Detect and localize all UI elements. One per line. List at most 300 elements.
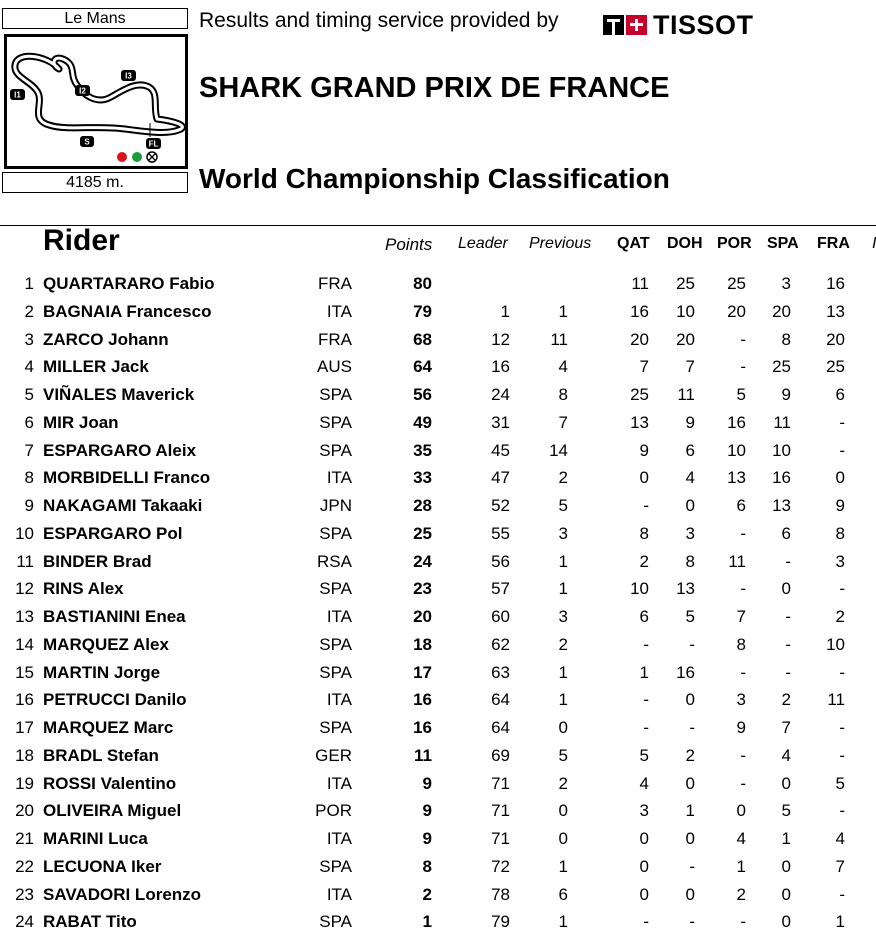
gap-to-leader: 63	[491, 662, 510, 682]
rider-position: 11	[16, 551, 34, 571]
table-row	[0, 881, 876, 909]
gap-to-leader: 52	[491, 496, 510, 515]
rider-name: NAKAGAMI Takaaki	[43, 496, 203, 515]
rider-nation: ITA	[326, 301, 352, 321]
table-row	[0, 659, 876, 687]
gap-to-previous: 2	[558, 773, 568, 793]
race-qat-points: 0	[639, 829, 649, 848]
race-fra-points: -	[839, 440, 845, 460]
race-qat-points: 6	[639, 607, 649, 626]
gap-to-leader: 55	[491, 523, 510, 543]
race-qat-points: 13	[630, 412, 649, 432]
table-row	[0, 381, 876, 409]
column-header-previous: Previous	[529, 235, 592, 252]
rider-position: 21	[15, 829, 34, 848]
rider-position: 8	[24, 468, 34, 488]
race-doh-points: 0	[685, 690, 695, 710]
race-spa-points: 3	[781, 274, 791, 293]
gap-to-leader: 79	[491, 912, 510, 932]
race-doh-points: 6	[685, 440, 695, 460]
table-row	[0, 714, 876, 742]
rider-nation: FRA	[318, 329, 352, 349]
rider-points: 20	[413, 607, 432, 626]
track-map	[4, 34, 188, 169]
race-doh-points: 16	[676, 662, 695, 682]
table-row	[0, 437, 876, 465]
race-por-points: -	[740, 912, 746, 932]
race-spa-points: -	[785, 634, 791, 654]
rider-points: 17	[413, 662, 432, 682]
gap-to-previous: 1	[558, 690, 568, 710]
rider-position: 20	[15, 801, 34, 821]
race-por-points: -	[740, 329, 746, 349]
rider-position: 16	[15, 690, 34, 710]
rider-position: 17	[15, 718, 34, 737]
svg-text:I1: I1	[14, 90, 21, 100]
event-title: SHARK GRAND PRIX DE FRANCE	[199, 72, 670, 104]
gap-to-leader: 56	[491, 551, 510, 571]
race-spa-points: 7	[781, 718, 791, 737]
gap-to-previous: 7	[558, 412, 568, 432]
race-por-points: 0	[736, 801, 746, 821]
rider-nation: SPA	[319, 523, 352, 543]
table-row	[0, 853, 876, 881]
race-fra-points: 3	[835, 551, 845, 571]
rider-nation: JPN	[319, 496, 352, 515]
race-doh-points: -	[689, 912, 695, 932]
race-qat-points: 16	[630, 301, 649, 321]
table-row	[0, 520, 876, 548]
rider-nation: SPA	[319, 385, 352, 404]
gap-to-previous: 8	[558, 385, 568, 404]
race-por-points: -	[740, 579, 746, 599]
race-spa-points: 10	[772, 440, 791, 460]
race-doh-points: 9	[685, 412, 695, 432]
rider-position: 4	[24, 357, 34, 377]
race-doh-points: 25	[676, 274, 695, 293]
rider-name: ESPARGARO Aleix	[43, 440, 197, 460]
race-por-points: 13	[727, 468, 746, 488]
rider-position: 7	[24, 440, 34, 460]
race-qat-points: 25	[630, 385, 649, 404]
rider-name: BRADL Stefan	[43, 745, 159, 765]
gap-to-leader: 12	[491, 329, 510, 349]
tissot-wordmark: TISSOT	[653, 10, 754, 40]
gap-to-leader: 16	[491, 357, 510, 377]
race-por-points: -	[740, 662, 746, 682]
sector-marker-i2	[75, 85, 90, 96]
table-row	[0, 770, 876, 798]
table-row	[0, 825, 876, 853]
race-spa-points: 4	[781, 745, 791, 765]
race-qat-points: -	[643, 690, 649, 710]
gap-to-leader: 60	[491, 607, 510, 626]
rider-points: 33	[413, 468, 432, 488]
column-header-doh: DOH	[667, 235, 703, 252]
race-doh-points: 20	[676, 329, 695, 349]
race-qat-points: 0	[639, 884, 649, 904]
column-header-leader: Leader	[458, 235, 508, 252]
race-doh-points: 7	[685, 357, 695, 377]
tissot-cross-icon	[603, 15, 649, 35]
table-row	[0, 603, 876, 631]
rider-name: MARQUEZ Alex	[43, 634, 169, 654]
race-por-points: 5	[736, 385, 746, 404]
gap-to-previous: 5	[558, 745, 568, 765]
gap-to-leader: 24	[491, 385, 510, 404]
rider-points: 8	[422, 856, 432, 876]
rider-points: 56	[413, 385, 432, 404]
rider-points: 9	[422, 773, 432, 793]
rider-position: 15	[15, 662, 34, 682]
race-fra-points: 4	[835, 829, 845, 848]
svg-text:S: S	[84, 137, 90, 147]
rider-points: 16	[413, 718, 432, 737]
rider-position: 22	[15, 856, 34, 876]
race-spa-points: 9	[781, 385, 791, 404]
race-spa-points: 5	[781, 801, 791, 821]
race-fra-points: 20	[826, 329, 845, 349]
rider-nation: SPA	[319, 662, 352, 682]
rider-points: 11	[414, 745, 432, 765]
race-fra-points: -	[839, 884, 845, 904]
rider-position: 9	[24, 496, 34, 515]
race-fra-points: -	[839, 745, 845, 765]
column-header-fra: FRA	[817, 235, 850, 252]
race-fra-points: 25	[826, 357, 845, 377]
race-spa-points: -	[785, 551, 791, 571]
rider-nation: POR	[315, 801, 352, 821]
rider-name: ROSSI Valentino	[43, 773, 177, 793]
gap-to-previous: 1	[558, 856, 568, 876]
rider-points: 9	[422, 801, 432, 821]
gap-to-leader: 69	[491, 745, 510, 765]
rider-nation: SPA	[319, 579, 352, 599]
race-doh-points: -	[689, 634, 695, 654]
race-por-points: -	[740, 523, 746, 543]
rider-name: VIÑALES Maverick	[43, 385, 195, 404]
rider-nation: ITA	[326, 607, 352, 626]
track-outline-icon	[7, 37, 185, 166]
race-qat-points: -	[643, 912, 649, 932]
column-header-por: POR	[717, 235, 752, 252]
rider-position: 24	[15, 912, 34, 932]
rider-name: RINS Alex	[43, 579, 124, 599]
rider-name: PETRUCCI Danilo	[43, 690, 187, 710]
column-header-qat: QAT	[617, 235, 650, 252]
race-por-points: 1	[736, 856, 746, 876]
gap-to-previous: 2	[558, 468, 568, 488]
race-por-points: 10	[727, 440, 746, 460]
table-row	[0, 492, 876, 520]
document-title: World Championship Classification	[199, 163, 670, 194]
gap-to-previous: 1	[558, 301, 568, 321]
gap-to-leader: 78	[491, 884, 510, 904]
sector-marker-i3	[121, 70, 136, 81]
gap-to-leader: 64	[491, 690, 510, 710]
gap-to-previous: 6	[558, 884, 568, 904]
race-doh-points: 1	[685, 801, 695, 821]
table-row	[0, 631, 876, 659]
rider-position: 10	[15, 523, 34, 543]
rider-name: BAGNAIA Francesco	[43, 301, 212, 321]
rider-position: 1	[24, 274, 34, 293]
race-fra-points: 8	[835, 523, 845, 543]
gap-to-previous: 3	[558, 607, 568, 626]
gap-to-previous: 5	[558, 496, 568, 515]
rider-position: 13	[15, 607, 34, 626]
rider-position: 6	[24, 412, 34, 432]
gap-to-previous: 1	[558, 662, 568, 682]
rider-nation: GER	[315, 745, 352, 765]
rider-points: 79	[413, 301, 432, 321]
rider-position: 14	[15, 634, 34, 654]
svg-text:I3: I3	[125, 71, 132, 81]
race-doh-points: 0	[685, 884, 695, 904]
red-light-icon	[117, 152, 127, 162]
rider-name: BASTIANINI Enea	[43, 607, 186, 626]
column-header-rider: Rider	[43, 224, 120, 257]
rider-nation: FRA	[318, 274, 352, 293]
race-spa-points: 25	[772, 357, 791, 377]
green-light-icon	[132, 152, 142, 162]
rider-points: 49	[413, 412, 432, 432]
start-marker	[80, 136, 94, 147]
rider-name: LECUONA Iker	[43, 856, 162, 876]
rider-points: 9	[422, 829, 432, 848]
race-spa-points: 20	[772, 301, 791, 321]
race-spa-points: 0	[781, 856, 791, 876]
rider-name: RABAT Tito	[43, 912, 137, 932]
rider-points: 18	[413, 634, 432, 654]
race-por-points: 11	[728, 551, 746, 571]
rider-name: SAVADORI Lorenzo	[43, 884, 202, 904]
classification-table	[0, 270, 876, 936]
rider-name: ZARCO Johann	[43, 329, 169, 349]
rider-name: MIR Joan	[43, 412, 119, 432]
gap-to-leader: 62	[491, 634, 510, 654]
rider-nation: SPA	[319, 412, 352, 432]
table-row	[0, 908, 876, 936]
gap-to-leader: 57	[491, 579, 510, 599]
race-qat-points: 1	[639, 662, 649, 682]
race-por-points: -	[740, 745, 746, 765]
rider-position: 5	[24, 385, 34, 404]
race-qat-points: -	[643, 496, 649, 515]
race-doh-points: 3	[685, 523, 695, 543]
rider-position: 12	[15, 579, 34, 599]
race-qat-points: 11	[631, 274, 649, 293]
race-qat-points: 8	[639, 523, 649, 543]
rider-nation: AUS	[317, 357, 352, 377]
rider-points: 35	[413, 440, 432, 460]
race-spa-points: 0	[781, 884, 791, 904]
race-qat-points: 10	[630, 579, 649, 599]
race-qat-points: 7	[639, 357, 649, 377]
circuit-name: Le Mans	[2, 8, 188, 29]
column-header-cut	[872, 235, 876, 253]
rider-nation: SPA	[319, 634, 352, 654]
race-fra-points: 13	[826, 301, 845, 321]
race-fra-points: 7	[835, 856, 845, 876]
gap-to-previous: 1	[558, 551, 568, 571]
race-spa-points: 1	[781, 829, 791, 848]
race-qat-points: 4	[639, 773, 649, 793]
race-fra-points: -	[839, 801, 845, 821]
rider-nation: RSA	[317, 551, 352, 571]
race-doh-points: 0	[685, 773, 695, 793]
rider-nation: ITA	[326, 773, 352, 793]
race-doh-points: 11	[677, 385, 695, 404]
race-fra-points: -	[839, 412, 845, 432]
table-row	[0, 548, 876, 576]
race-por-points: 2	[736, 884, 746, 904]
race-por-points: 9	[736, 718, 746, 737]
race-spa-points: -	[785, 607, 791, 626]
race-doh-points: 0	[685, 829, 695, 848]
race-por-points: 16	[727, 412, 746, 432]
rider-name: ESPARGARO Pol	[43, 523, 183, 543]
gap-to-leader: 31	[491, 412, 510, 432]
table-row	[0, 298, 876, 326]
gap-to-leader: 71	[491, 801, 510, 821]
rider-name: MARQUEZ Marc	[43, 718, 174, 737]
race-spa-points: 16	[772, 468, 791, 488]
gap-to-previous: 11	[550, 329, 568, 349]
rider-points: 80	[413, 274, 432, 293]
race-por-points: 6	[736, 496, 746, 515]
table-row	[0, 270, 876, 298]
race-fra-points: -	[839, 718, 845, 737]
rider-points: 2	[422, 884, 432, 904]
table-row	[0, 797, 876, 825]
gap-to-previous: 3	[558, 523, 568, 543]
race-fra-points: 5	[835, 773, 845, 793]
rider-nation: ITA	[326, 468, 352, 488]
race-por-points: 8	[736, 634, 746, 654]
rider-points: 23	[413, 579, 432, 599]
race-spa-points: 11	[773, 412, 791, 432]
race-spa-points: 0	[781, 579, 791, 599]
column-header-points: Points	[385, 235, 433, 254]
gap-to-previous: 0	[558, 718, 568, 737]
rider-position: 19	[15, 773, 34, 793]
race-doh-points: 13	[676, 579, 695, 599]
race-qat-points: 20	[630, 329, 649, 349]
rider-nation: ITA	[326, 884, 352, 904]
gap-to-previous: 2	[558, 634, 568, 654]
race-qat-points: 2	[639, 551, 649, 571]
rider-nation: ITA	[326, 829, 352, 848]
rider-nation: SPA	[319, 440, 352, 460]
gap-to-previous: 14	[549, 440, 568, 460]
race-doh-points: -	[689, 718, 695, 737]
race-fra-points: 2	[835, 607, 845, 626]
sector-marker-i1	[10, 89, 25, 100]
race-spa-points: 0	[781, 773, 791, 793]
race-doh-points: 4	[685, 468, 695, 488]
table-row	[0, 464, 876, 492]
rider-name: MARINI Luca	[43, 829, 148, 848]
rider-points: 28	[413, 496, 432, 515]
svg-text:I2: I2	[79, 86, 86, 96]
rider-nation: SPA	[319, 718, 352, 737]
race-qat-points: -	[643, 634, 649, 654]
gap-to-previous: 4	[558, 357, 568, 377]
race-fra-points: -	[839, 579, 845, 599]
race-spa-points: -	[785, 662, 791, 682]
race-qat-points: 9	[639, 440, 649, 460]
race-fra-points: 1	[835, 912, 845, 932]
rider-nation: ITA	[326, 690, 352, 710]
table-row	[0, 575, 876, 603]
rider-name: MORBIDELLI Franco	[43, 468, 211, 488]
race-qat-points: 3	[639, 801, 649, 821]
rider-nation: SPA	[319, 856, 352, 876]
gap-to-previous: 0	[558, 801, 568, 821]
race-spa-points: 0	[781, 912, 791, 932]
finish-line-marker	[146, 138, 161, 149]
rider-position: 2	[24, 301, 34, 321]
race-qat-points: 0	[639, 468, 649, 488]
rider-points: 64	[413, 357, 432, 377]
race-spa-points: 6	[781, 523, 791, 543]
rider-points: 16	[413, 690, 432, 710]
gap-to-leader: 64	[491, 718, 510, 737]
gap-to-previous: 1	[558, 912, 568, 932]
race-qat-points: 5	[639, 745, 649, 765]
race-por-points: 7	[736, 607, 746, 626]
race-fra-points: 16	[826, 274, 845, 293]
race-doh-points: 10	[676, 301, 695, 321]
table-row	[0, 686, 876, 714]
race-por-points: 3	[736, 690, 746, 710]
race-spa-points: 2	[781, 690, 791, 710]
race-por-points: 25	[727, 274, 746, 293]
gap-to-leader: 1	[500, 301, 510, 321]
svg-text:FL: FL	[148, 139, 159, 149]
race-fra-points: -	[839, 662, 845, 682]
circuit-length: 4185 m.	[2, 172, 188, 193]
race-fra-points: 10	[826, 634, 845, 654]
table-row	[0, 742, 876, 770]
gap-to-previous: 0	[558, 829, 568, 848]
race-por-points: 20	[727, 301, 746, 321]
gap-to-leader: 72	[491, 856, 510, 876]
rider-name: MILLER Jack	[43, 357, 149, 377]
table-row	[0, 326, 876, 354]
header-divider	[0, 225, 876, 226]
rider-name: MARTIN Jorge	[43, 662, 161, 682]
race-spa-points: 13	[772, 496, 791, 515]
race-spa-points: 8	[781, 329, 791, 349]
race-por-points: 4	[736, 829, 746, 848]
gap-to-leader: 71	[491, 829, 510, 848]
rider-name: QUARTARARO Fabio	[43, 274, 215, 293]
race-doh-points: 2	[685, 745, 695, 765]
rider-points: 25	[413, 523, 432, 543]
race-qat-points: 0	[639, 856, 649, 876]
column-header-spa: SPA	[767, 235, 799, 252]
rider-position: 18	[15, 745, 34, 765]
race-doh-points: 5	[685, 607, 695, 626]
gap-to-previous: 1	[558, 579, 568, 599]
race-doh-points: 8	[685, 551, 695, 571]
rider-points: 24	[413, 551, 432, 571]
rider-nation: SPA	[319, 912, 352, 932]
race-doh-points: 0	[685, 496, 695, 515]
rider-points: 68	[413, 329, 432, 349]
